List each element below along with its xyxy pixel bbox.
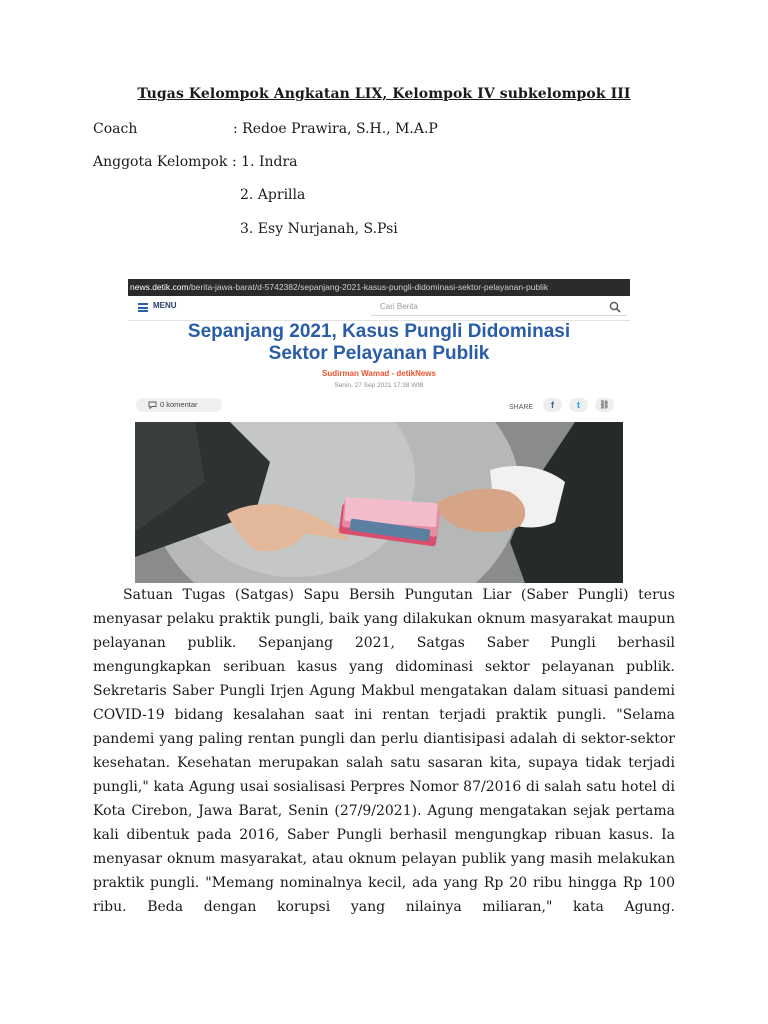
news-photo	[135, 422, 623, 583]
article-paragraph: Satuan Tugas (Satgas) Sapu Bersih Pungutan Liar (Saber Pungli) terus menyasar pelaku praktik pungli, baik yang dilakukan oknum masyarakat maupun pelayanan publik. Sepanjang 2021, Satgas Saber Pungli berhasil mengungkapkan seribuan kasus yang didominasi sektor pelayanan publik. Sekretaris Saber Pungli Irjen Agung Makbul mengatakan dalam situasi pandemi COVID-19 bidang kesalahan saat ini rentan terjadi praktik pungli. "Selama pandemi yang paling rentan pungli dan perlu diantisipasi adalah di sektor-sektor kesehatan. Kesehatan merupakan salah satu sasaran kita, supaya tidak terjadi pungli," kata Agung usai sosialisasi Perpres Nomor 87/2016 di salah satu hotel di Kota Cirebon, Jawa Barat, Senin (27/9/2021). Agung mengatakan sejak pertama kali dibentuk pada 2016, Saber Pungli berhasil mengungkap ribuan kasus. Ia menyasar oknum masyarakat, atau oknum pelayan publik yang masih melakukan praktik pungli. "Memang nominalnya kecil, ada yang Rp 20 ribu hingga Rp 100 ribu. Beda dengan korupsi yang nilainya miliaran," kata Agung.	[93, 587, 675, 915]
facebook-icon: f	[543, 398, 562, 412]
news-headline	[128, 321, 630, 365]
member-item: 2. Aprilla	[240, 187, 306, 203]
link-icon: ⛓	[595, 398, 614, 412]
news-author: Sudirman Wamad - detikNews	[322, 369, 436, 378]
search-icon	[609, 301, 621, 313]
comment-icon	[148, 401, 157, 409]
search-box	[371, 300, 627, 316]
url-bar	[128, 279, 630, 296]
news-date: Senin, 27 Sep 2021 17:38 WIB	[334, 382, 424, 389]
handover-illustration	[135, 422, 623, 583]
search-placeholder: Cari Berita	[380, 302, 418, 311]
url-host: news.detik.com	[130, 282, 189, 292]
menu-label: MENU	[153, 301, 177, 310]
member-item: 3. Esy Nurjanah, S.Psi	[240, 221, 398, 237]
site-navbar	[128, 296, 630, 321]
coach-value: : Redoe Prawira, S.H., M.A.P	[233, 121, 438, 137]
share-label: SHARE	[509, 404, 534, 411]
menu-icon	[138, 303, 148, 312]
news-screenshot	[128, 279, 630, 583]
comment-badge	[136, 398, 222, 412]
headline-line: Sektor Pelayanan Publik	[268, 343, 490, 364]
member-item: : 1. Indra	[232, 154, 298, 170]
document-title: Tugas Kelompok Angkatan LIX, Kelompok IV subkelompok III	[137, 86, 631, 102]
url-path: /berita-jawa-barat/d-5742382/sepanjang-2021-kasus-pungli-didominasi-sektor-pelayanan-publik	[188, 282, 549, 292]
comment-label: 0 komentar	[160, 400, 198, 409]
coach-label: Coach	[93, 121, 138, 137]
twitter-icon: t	[569, 398, 588, 412]
members-label: Anggota Kelompok	[93, 154, 228, 170]
headline-line: Sepanjang 2021, Kasus Pungli Didominasi	[187, 321, 571, 342]
